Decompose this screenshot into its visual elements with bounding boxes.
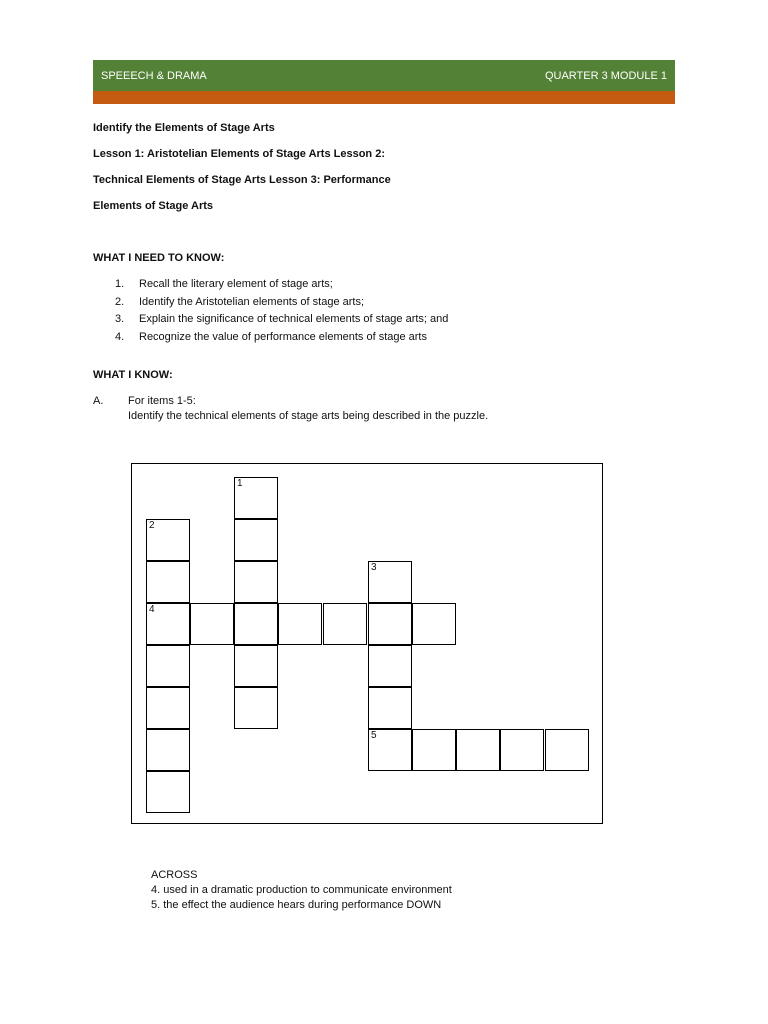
crossword-cell[interactable] [368,603,412,645]
across-clue-5: 5. the effect the audience hears during performance DOWN [151,899,442,911]
title-line-1: Identify the Elements of Stage Arts [93,122,275,134]
title-line-3: Technical Elements of Stage Arts Lesson 3: Performance [93,174,391,186]
item-text: Explain the significance of technical elements of stage arts; and [139,313,449,325]
clue-number: 2 [149,520,155,531]
module-label: QUARTER 3 MODULE 1 [544,69,667,82]
crossword-cell[interactable] [146,519,190,561]
crossword-cell[interactable] [234,519,278,561]
list-item [93,331,448,349]
clue-number: 5 [371,730,377,741]
part-letter: A. [93,395,104,407]
item-number: 3. [115,313,125,325]
crossword-cell[interactable] [412,729,456,771]
crossword-cell[interactable] [368,645,412,687]
item-text: Recall the literary element of stage arts; [139,278,333,290]
crossword-cell[interactable] [146,687,190,729]
crossword-cell[interactable] [368,561,412,603]
item-number: 4. [115,330,125,343]
need-to-know-heading: WHAT I NEED TO KNOW: [93,252,225,264]
across-clue-4: 4. used in a dramatic production to communicate environment [151,884,452,896]
crossword-cell[interactable] [323,603,367,645]
crossword-cell[interactable] [368,687,412,729]
instruction-line-1: For items 1-5: [128,395,196,407]
list-item [93,296,448,314]
item-number: 2. [115,295,125,308]
clue-number: 4 [149,604,155,615]
list-item [93,313,448,331]
crossword-cell[interactable] [234,645,278,687]
crossword-cell[interactable] [500,729,544,771]
clue-number: 1 [237,478,243,489]
across-heading: ACROSS [151,869,198,881]
crossword-cell[interactable] [190,603,234,645]
item-number: 1. [115,278,125,290]
what-i-know-heading: WHAT I KNOW: [93,369,173,381]
subject-label: SPEEECH & DRAMA [101,69,207,82]
header-accent-bar [93,91,675,104]
crossword-cell[interactable] [234,561,278,603]
crossword-cell[interactable] [146,729,190,771]
crossword-cell[interactable] [234,687,278,729]
header-bar [93,60,675,91]
crossword-cell[interactable] [146,603,190,645]
crossword-cell[interactable] [278,603,322,645]
title-line-4: Elements of Stage Arts [93,200,214,212]
crossword-cell[interactable] [146,561,190,603]
crossword-cell[interactable] [368,729,412,771]
item-text: Identify the Aristotelian elements of stage arts; [139,295,365,308]
objectives-list [93,278,448,348]
crossword-cell[interactable] [234,603,278,645]
crossword-cell[interactable] [456,729,500,771]
crossword-cell[interactable] [545,729,589,771]
instruction-line-2: Identify the technical elements of stage arts being described in the puzzle. [128,410,489,422]
clue-number: 3 [371,562,377,573]
crossword-cell[interactable] [412,603,456,645]
crossword-cell[interactable] [146,645,190,687]
crossword-cell[interactable] [146,771,190,813]
title-line-2: Lesson 1: Aristotelian Elements of Stage Arts Lesson 2: [93,148,385,160]
item-text: Recognize the value of performance elements of stage arts [139,330,427,343]
list-item [93,278,448,296]
crossword-cell[interactable] [234,477,278,519]
